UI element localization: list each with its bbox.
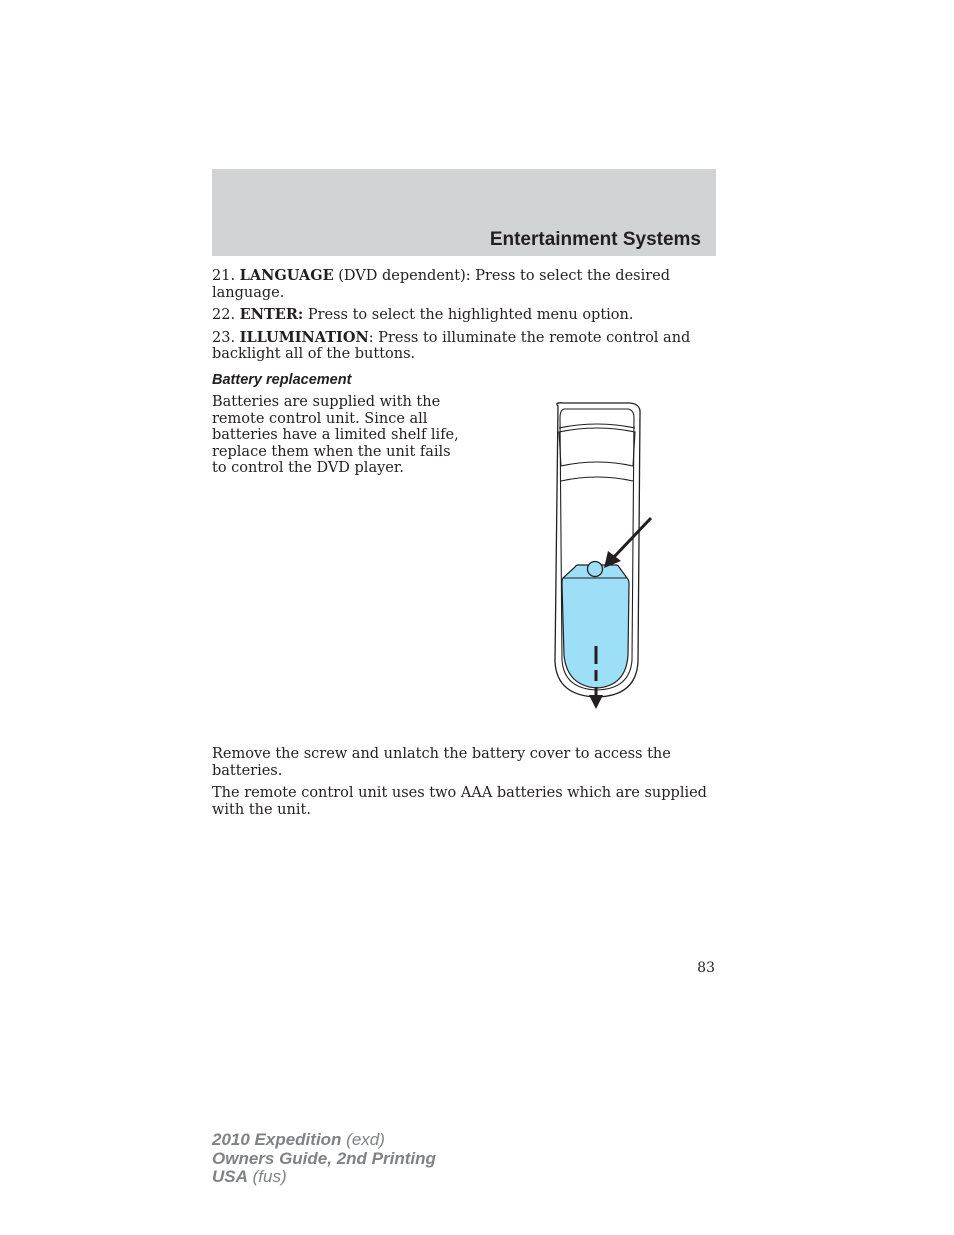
- footer-line: [212, 1131, 436, 1150]
- page-number: 83: [697, 960, 715, 976]
- item-list: [212, 268, 716, 369]
- item-number: 21.: [212, 268, 236, 284]
- battery-cover: [562, 565, 629, 688]
- item-text: : Press to illuminate the remote control and backlight all of the buttons.: [212, 329, 691, 362]
- slide-direction-arrowhead: [589, 695, 603, 709]
- item-text: Press to select the highlighted menu option.: [303, 307, 634, 323]
- battery-intro: Batteries are supplied with the remote control unit. Since all batteries have a limited shelf life, replace them when the unit fails to control the DVD player.: [212, 394, 459, 476]
- header-band: [212, 169, 716, 256]
- battery-heading: Battery replacement: [212, 372, 352, 388]
- footer-model-code: (exd): [346, 1130, 385, 1149]
- list-item: [212, 268, 716, 301]
- battery-paragraph: The remote control unit uses two AAA batteries which are supplied with the unit.: [212, 785, 707, 818]
- item-text: (DVD dependent): Press to select the desired language.: [212, 268, 671, 301]
- section-title: Entertainment Systems: [489, 229, 701, 250]
- footer-market: USA: [212, 1167, 248, 1186]
- list-item: [212, 330, 716, 363]
- item-keyword: LANGUAGE: [239, 267, 334, 284]
- remote-battery-cover-illustration: [540, 400, 660, 715]
- footer: [212, 1131, 436, 1187]
- footer-model: 2010 Expedition: [212, 1130, 342, 1149]
- footer-market-code: (fus): [252, 1167, 287, 1186]
- item-keyword: ILLUMINATION: [239, 328, 369, 346]
- item-keyword: ENTER:: [239, 306, 304, 323]
- battery-instructions: [212, 746, 716, 824]
- remote-control-figure: [540, 400, 660, 715]
- footer-line: [212, 1168, 436, 1187]
- battery-paragraph: Remove the screw and unlatch the battery cover to access the batteries.: [212, 746, 671, 779]
- footer-line: [212, 1150, 436, 1169]
- item-number: 22.: [212, 307, 236, 323]
- screw-icon: [588, 562, 603, 577]
- item-number: 23.: [212, 329, 236, 346]
- footer-guide: Owners Guide, 2nd Printing: [212, 1148, 436, 1168]
- list-item: [212, 307, 716, 324]
